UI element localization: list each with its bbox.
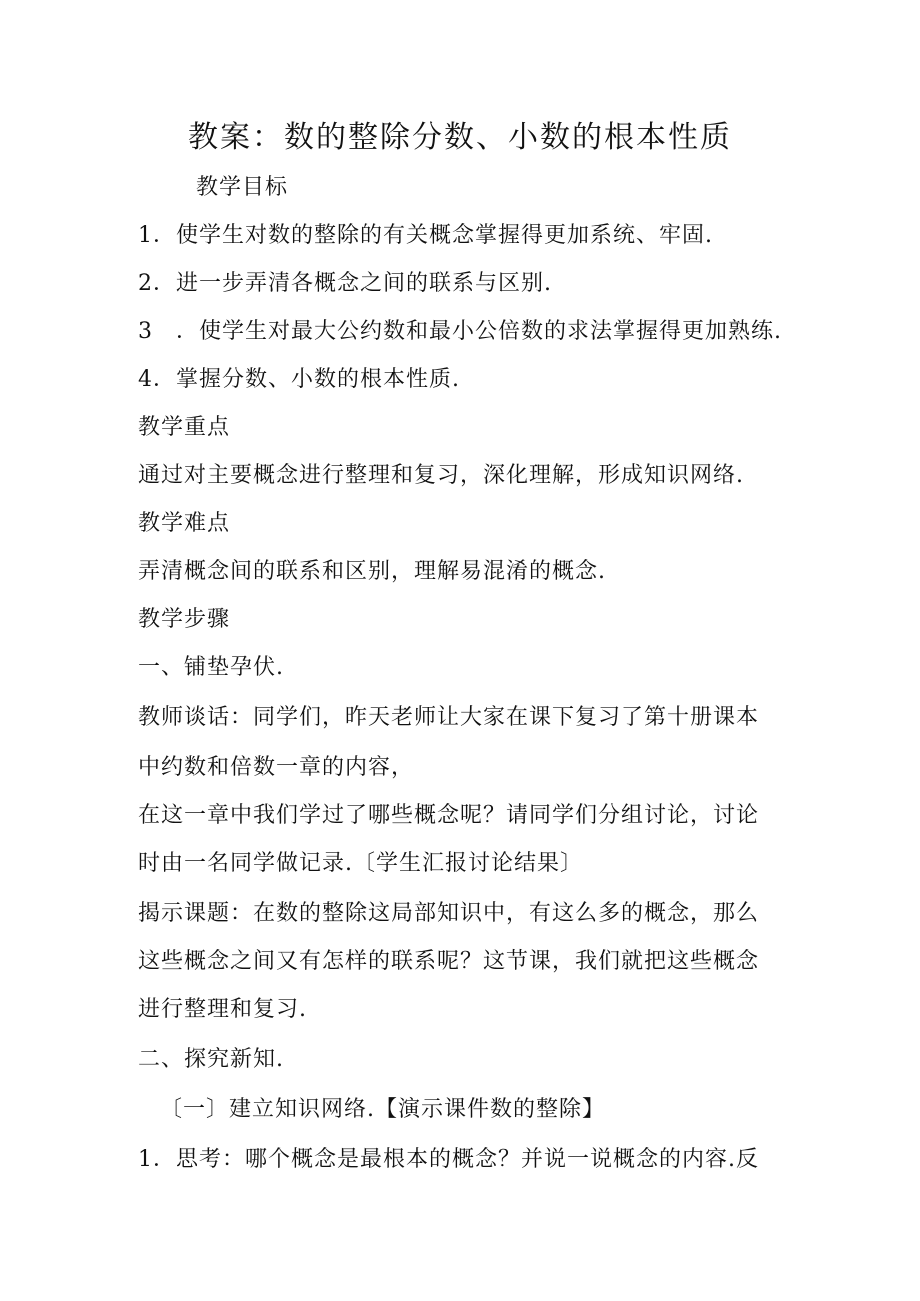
difficulties-text: 弄清概念间的联系和区别，理解易混淆的概念. bbox=[138, 559, 606, 584]
subsection-heading: 〔一〕建立知识网络.【演示课件数的整除】 bbox=[160, 1097, 605, 1122]
paragraph-line: 1．思考：哪个概念是最根本的概念？并说一说概念的内容.反 bbox=[138, 1147, 759, 1172]
section-heading-difficulties: 教学难点 bbox=[138, 511, 231, 536]
step-heading-2: 二、探究新知. bbox=[138, 1047, 284, 1072]
section-heading-objectives: 教学目标 bbox=[196, 175, 289, 200]
objective-item-2: 2．进一步弄清各概念之间的联系与区别. bbox=[138, 271, 552, 296]
paragraph-line: 中约数和倍数一章的内容， bbox=[138, 755, 415, 780]
objective-item-4: 4．掌握分数、小数的根本性质. bbox=[138, 367, 460, 392]
step-heading-1: 一、铺垫孕伏. bbox=[138, 655, 284, 680]
paragraph-line: 进行整理和复习. bbox=[138, 997, 307, 1022]
key-points-text: 通过对主要概念进行整理和复习，深化理解，形成知识网络. bbox=[138, 463, 744, 488]
paragraph-line: 在这一章中我们学过了哪些概念呢？请同学们分组讨论，讨论 bbox=[138, 803, 760, 828]
paragraph-line: 教师谈话：同学们，昨天老师让大家在课下复习了第十册课本 bbox=[138, 705, 760, 730]
paragraph-line: 时由一名同学做记录.〔学生汇报讨论结果〕 bbox=[138, 851, 583, 876]
objective-item-1: 1．使学生对数的整除的有关概念掌握得更加系统、牢固. bbox=[138, 223, 713, 248]
paragraph-line: 这些概念之间又有怎样的联系呢？这节课，我们就把这些概念 bbox=[138, 949, 760, 974]
section-heading-steps: 教学步骤 bbox=[138, 607, 231, 632]
section-heading-key-points: 教学重点 bbox=[138, 415, 231, 440]
paragraph-line: 揭示课题：在数的整除这局部知识中，有这么多的概念，那么 bbox=[138, 901, 760, 926]
objective-item-3: 3 ．使学生对最大公约数和最小公倍数的求法掌握得更加熟练. bbox=[138, 319, 782, 344]
document-title: 教案：数的整除分数、小数的根本性质 bbox=[188, 120, 732, 155]
